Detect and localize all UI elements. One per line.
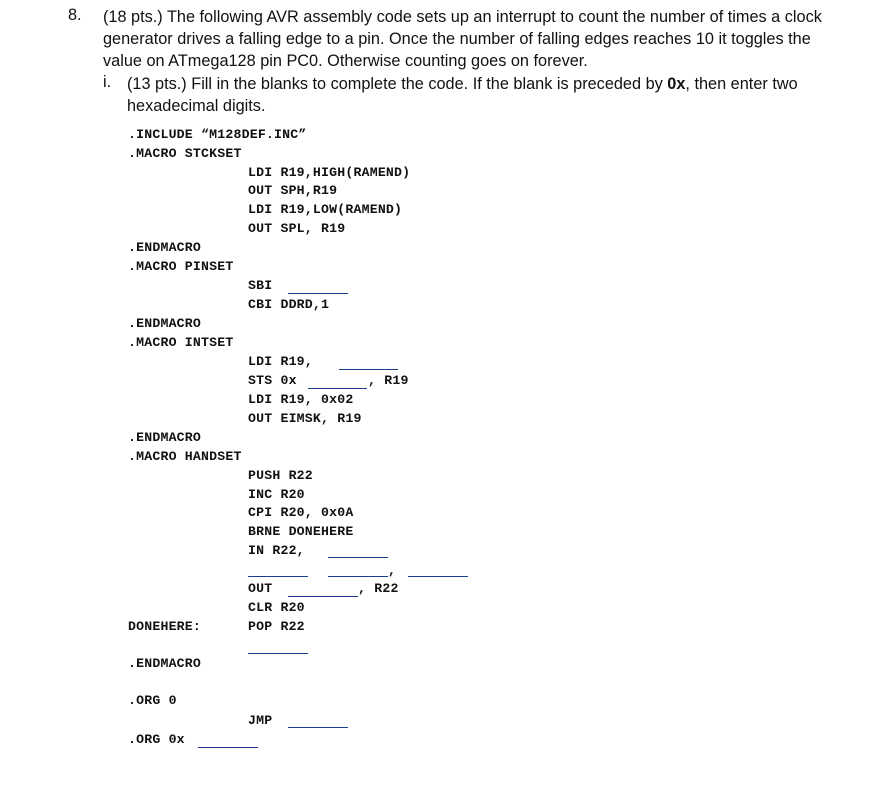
blank-operand-2[interactable] [408, 576, 468, 577]
code-endmacro-3: .ENDMACRO [128, 430, 202, 445]
code-donehere-label: DONEHERE: [128, 619, 202, 634]
subquestion-text-end: , then enter two hexadecimal digits. [127, 75, 798, 115]
code-cbi: CBI DDRD,1 [248, 297, 330, 312]
blank-sts-address[interactable] [308, 388, 367, 389]
code-jmp: JMP [248, 713, 273, 728]
code-macro-stckset: .MACRO STCKSET [128, 146, 242, 161]
blank-ldi-value[interactable] [339, 369, 398, 370]
subquestion-text [127, 73, 837, 117]
question-text: (18 pts.) The following AVR assembly code sets up an interrupt to count the number of times a clock generator drives a falling edge to a pin. Once the number of falling edges reaches 10 it toggles the value on ATmega128 pin PC0. Otherwise counting goes on forever. [103, 8, 822, 70]
code-out-spl: OUT SPL, R19 [248, 221, 346, 236]
code-endmacro-2: .ENDMACRO [128, 316, 202, 331]
code-include: .INCLUDE “M128DEF.INC” [128, 127, 307, 142]
hex-prefix-bold: 0x [667, 75, 686, 93]
code-pop: POP R22 [248, 619, 305, 634]
code-macro-handset: .MACRO HANDSET [128, 449, 242, 464]
code-endmacro-1: .ENDMACRO [128, 240, 202, 255]
code-org-0: .ORG 0 [128, 693, 177, 708]
subquestion-text-start: (13 pts.) Fill in the blanks to complete the code. If the blank is preceded by [127, 75, 668, 93]
code-clr: CLR R20 [248, 600, 305, 615]
blank-return[interactable] [248, 653, 308, 654]
code-macro-pinset: .MACRO PINSET [128, 259, 234, 274]
code-push: PUSH R22 [248, 468, 313, 483]
code-ldi-r19: LDI R19, [248, 354, 313, 369]
code-endmacro-4: .ENDMACRO [128, 656, 202, 671]
code-out: OUT [248, 581, 273, 596]
code-org-x: .ORG 0x [128, 732, 185, 747]
code-inc: INC R20 [248, 487, 305, 502]
blank-out-port[interactable] [288, 596, 358, 597]
code-sts: STS 0x [248, 373, 297, 388]
code-in: IN R22, [248, 543, 305, 558]
blank-jmp-target[interactable] [288, 727, 348, 728]
code-comma: , [388, 563, 397, 578]
blank-instruction[interactable] [248, 576, 308, 577]
code-ldi-high: LDI R19,HIGH(RAMEND) [248, 165, 411, 180]
code-sbi: SBI [248, 278, 273, 293]
code-out-tail: , R22 [358, 581, 399, 596]
code-ldi-02: LDI R19, 0x02 [248, 392, 354, 407]
question-number: 8. [68, 6, 82, 24]
code-macro-intset: .MACRO INTSET [128, 335, 234, 350]
blank-org-address[interactable] [198, 747, 258, 748]
code-ldi-low: LDI R19,LOW(RAMEND) [248, 202, 403, 217]
code-brne: BRNE DONEHERE [248, 524, 354, 539]
code-sts-tail: , R19 [368, 373, 409, 388]
blank-sbi-operand[interactable] [288, 293, 348, 294]
code-out-eimsk: OUT EIMSK, R19 [248, 411, 362, 426]
code-cpi: CPI R20, 0x0A [248, 505, 354, 520]
blank-in-port[interactable] [328, 557, 388, 558]
code-out-sph: OUT SPH,R19 [248, 183, 338, 198]
blank-operand-1[interactable] [328, 576, 388, 577]
subquestion-number: i. [103, 73, 112, 91]
